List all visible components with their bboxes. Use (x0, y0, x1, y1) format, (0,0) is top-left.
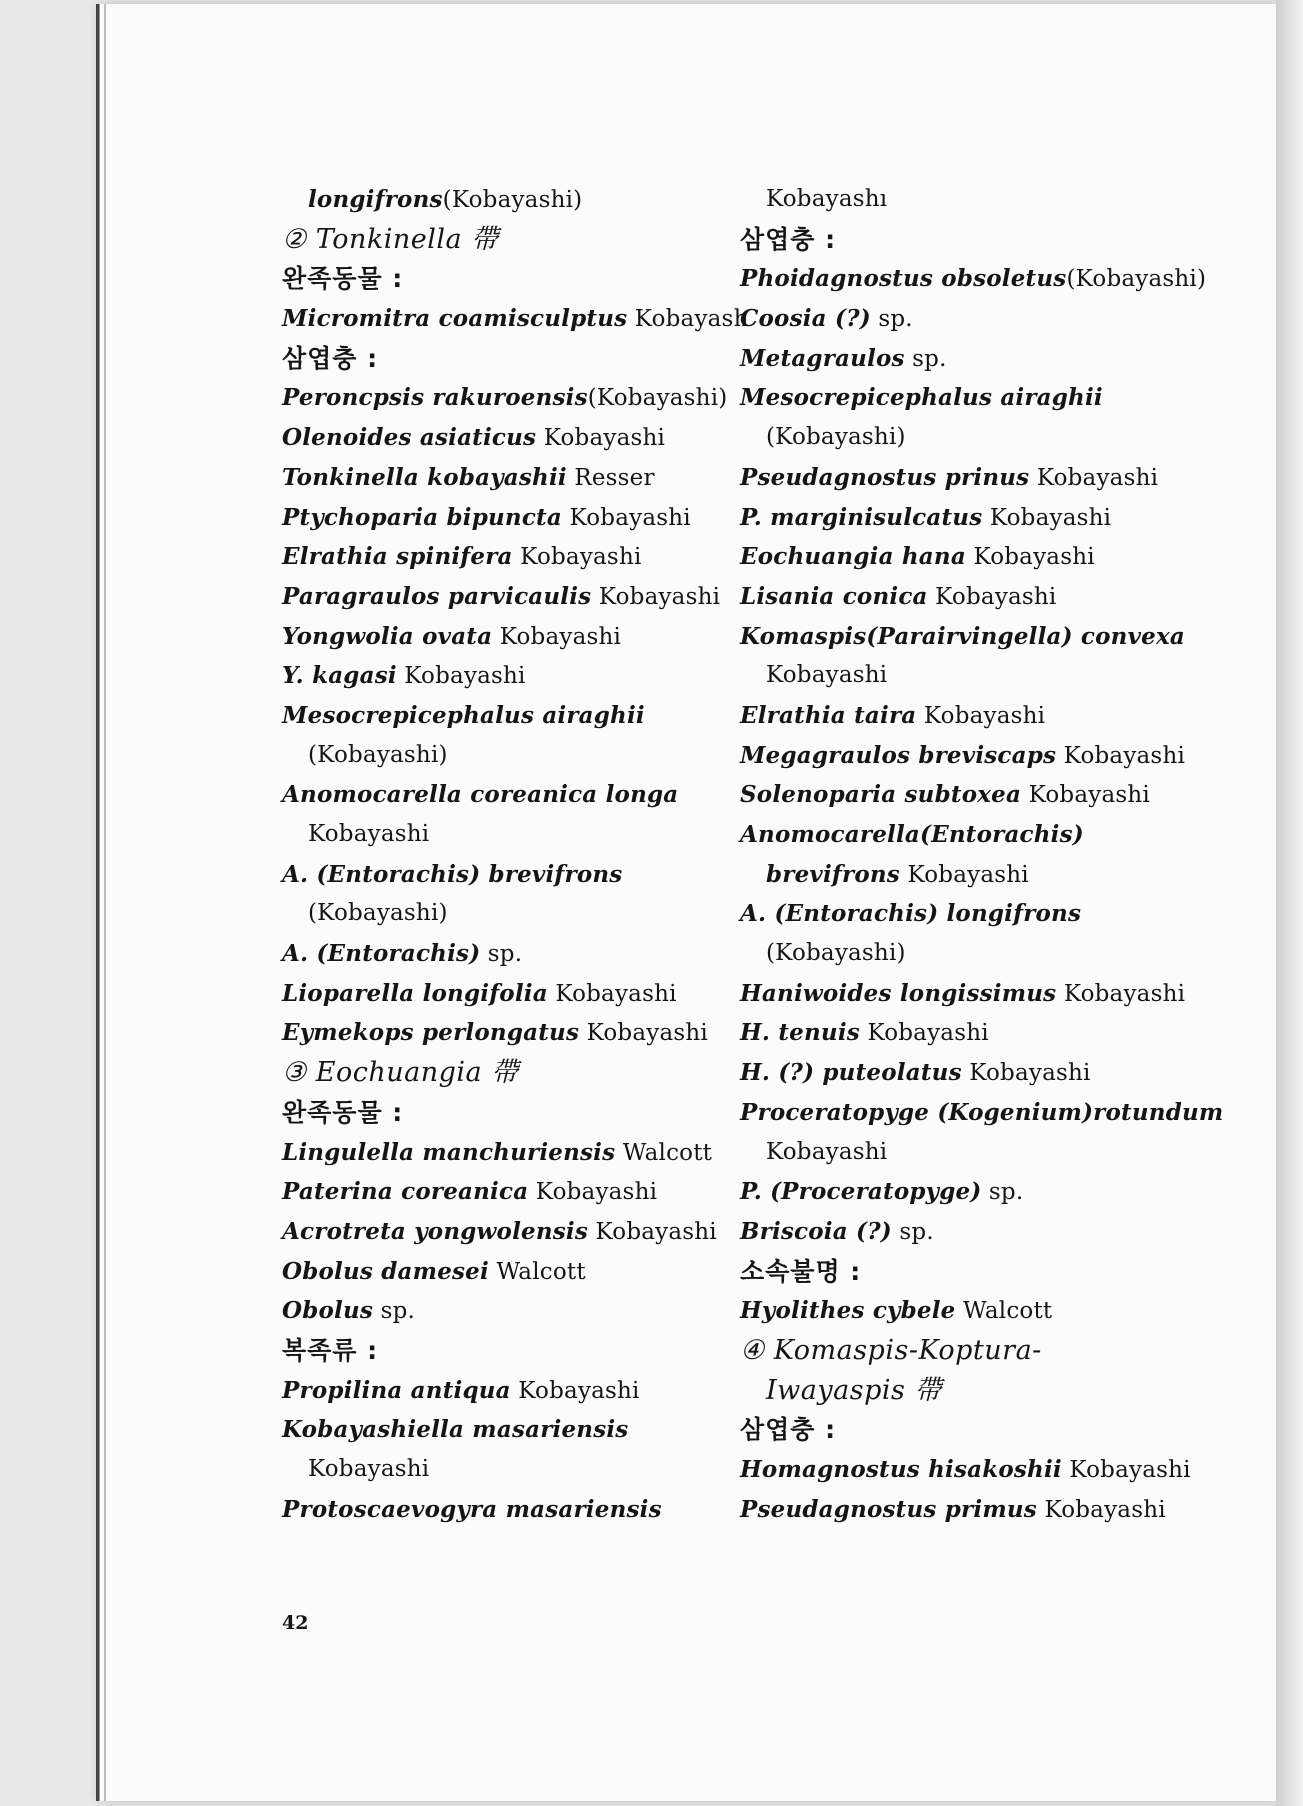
taxon-name: Paterina coreanica (282, 1178, 529, 1206)
taxon-author: Kobayashi (591, 583, 721, 610)
taxon-author: Kobayash (627, 306, 749, 333)
left-column (282, 180, 749, 1529)
zone-heading-text: ④ Komaspis-Koptura- (740, 1334, 1042, 1366)
taxon-name: Elrathia taira (740, 701, 917, 729)
category-heading-text: 삼엽충 : (740, 1415, 837, 1445)
taxon-name: Ptychoparia bipuncta (282, 503, 562, 531)
taxon-author: Kobayashi (1029, 464, 1159, 491)
taxon-name: Mesocrepicephalus airaghii (282, 701, 645, 729)
taxon-author: sp. (480, 941, 523, 968)
taxon-author: (Kobayashi) (1066, 266, 1207, 293)
taxon-author: Walcott (615, 1139, 713, 1166)
taxon-entry (282, 1252, 702, 1292)
taxon-name: Mesocrepicephalus airaghii (740, 384, 1103, 412)
taxon-entry (740, 1212, 1160, 1252)
taxon-author: Kobayashi (308, 821, 430, 847)
taxon-name: Haniwoides longissimus (740, 979, 1057, 1007)
zone-heading-text: Iwayaspis 帶 (766, 1374, 942, 1406)
taxon-name: Olenoides asiaticus (282, 424, 537, 452)
taxon-author: Kobayashi (927, 583, 1057, 610)
taxon-entry (740, 418, 1160, 458)
taxon-entry (740, 577, 1160, 617)
taxon-name: Hyolithes cybele (740, 1297, 956, 1325)
taxon-entry (282, 894, 702, 934)
taxon-author: Kobayashi (1021, 782, 1150, 809)
taxon-name: Eochuangia hana (740, 543, 966, 571)
taxon-entry (740, 180, 1160, 220)
category-heading (282, 1331, 702, 1371)
taxon-entry (282, 1133, 713, 1173)
category-heading (740, 1252, 1160, 1292)
taxon-entry (282, 1291, 702, 1331)
zone-heading-text: ③ Eochuangia 帶 (282, 1057, 519, 1089)
taxon-author: Kobayashı (766, 186, 888, 212)
taxon-entry (740, 974, 1186, 1014)
taxon-entry (282, 537, 702, 577)
taxon-name: Phoidagnostus obsoletus (740, 265, 1067, 293)
taxon-author: Kobayashi (1056, 980, 1186, 1007)
taxon-entry (282, 934, 702, 974)
page-number: 42 (282, 1612, 309, 1634)
taxon-author: (Kobayashi) (587, 385, 728, 412)
taxon-author: Kobayashi (579, 1020, 708, 1047)
taxon-author: Kobayashi (561, 504, 691, 531)
taxon-name: Acrotreta yongwolensis (282, 1217, 588, 1245)
category-heading-text: 완족동물 : (282, 264, 404, 294)
taxon-entry (282, 299, 749, 339)
taxon-name: Lingulella manchuriensis (282, 1138, 616, 1166)
taxon-name: Metagraulos (740, 344, 905, 372)
taxon-name: H. tenuis (740, 1019, 860, 1047)
taxon-author: (Kobayashi) (442, 187, 583, 213)
taxon-author: Kobayashi (961, 1060, 1091, 1087)
taxon-name: Kobayashiella masariensis (282, 1416, 629, 1444)
taxon-author: Kobayashi (1056, 742, 1186, 769)
taxon-entry (740, 537, 1160, 577)
taxon-name: Y. kagasi (282, 662, 397, 690)
taxon-name: Propilina antiqua (282, 1376, 511, 1404)
category-heading-text: 삼엽충 : (740, 224, 837, 254)
category-heading-text: 완족동물 : (282, 1097, 404, 1127)
taxon-name: Lisania conica (740, 582, 928, 610)
taxon-entry (282, 1490, 702, 1530)
taxon-name: Obolus (282, 1297, 374, 1325)
taxon-entry (740, 1291, 1160, 1331)
taxon-entry (282, 974, 702, 1014)
taxon-entry (282, 1450, 702, 1490)
taxon-entry (740, 339, 1160, 379)
taxon-name: Pseudagnostus prinus (740, 463, 1030, 491)
taxon-author: Kobayashi (982, 504, 1112, 531)
taxon-author: Kobayashi (766, 662, 888, 689)
taxon-entry (740, 299, 1160, 339)
taxon-author: sp. (891, 1218, 934, 1245)
category-heading (282, 339, 702, 379)
zone-heading (740, 1331, 1160, 1371)
taxon-entry (282, 1013, 708, 1053)
taxon-author: Kobayashi (916, 702, 1046, 729)
taxon-entry (740, 934, 1160, 974)
taxon-author: Kobayashi (536, 425, 666, 452)
taxon-entry (282, 855, 702, 895)
taxon-author: (Kobayashi) (308, 741, 448, 768)
taxon-author: Kobayashi (899, 861, 1029, 888)
taxon-author: Kobayashi (510, 1377, 640, 1404)
taxon-name: Solenoparia subtoxea (740, 781, 1022, 809)
taxon-entry (740, 1013, 1160, 1053)
taxon-name: A. (Entorachis) (282, 940, 481, 968)
taxon-entry (740, 498, 1160, 538)
taxon-entry (740, 1490, 1166, 1530)
taxon-entry (740, 696, 1160, 736)
taxon-entry (282, 815, 702, 855)
taxon-entry (282, 617, 702, 657)
taxon-author: Kobayashi (1061, 1457, 1191, 1483)
taxon-author: Kobayashi (547, 980, 677, 1007)
taxon-name: H. (?) puteolatus (740, 1059, 962, 1087)
taxon-author: Walcott (488, 1258, 586, 1285)
taxon-entry (740, 736, 1186, 776)
taxon-name: Homagnostus hisakoshii (740, 1456, 1062, 1483)
taxon-author: sp. (981, 1179, 1024, 1206)
taxon-author: Kobayashi (512, 544, 642, 571)
taxon-author: Kobayashi (308, 1456, 430, 1482)
taxon-author: Kobayashi (766, 1138, 888, 1165)
taxon-author: sp. (373, 1298, 416, 1325)
taxon-entry (282, 736, 702, 776)
taxon-entry (282, 378, 728, 418)
taxon-name: Tonkinella kobayashii (282, 463, 567, 491)
taxon-entry (282, 1371, 702, 1411)
taxon-name: Paragraulos parvicaulis (282, 582, 592, 610)
category-heading (740, 1410, 1160, 1450)
page-binding-edge (104, 4, 106, 1801)
taxon-entry (740, 259, 1207, 299)
taxon-name: Micromitra coamisculptus (282, 305, 628, 333)
taxon-entry (740, 1172, 1160, 1212)
category-heading-text: 복족류 : (282, 1335, 379, 1365)
taxon-author: Kobayashi (1036, 1496, 1166, 1523)
taxon-name: Anomocarella(Entorachis) (740, 821, 1084, 848)
taxon-name: longifrons (308, 186, 443, 213)
taxon-name: A. (Entorachis) longifrons (740, 900, 1082, 928)
taxon-entry (282, 696, 702, 736)
taxon-author: Kobayashi (588, 1218, 717, 1245)
right-column (740, 180, 1224, 1529)
taxon-name: Eymekops perlongatus (282, 1019, 580, 1047)
taxon-entry (740, 378, 1160, 418)
taxon-author: Kobayashi (859, 1020, 989, 1047)
taxon-entry (282, 1410, 702, 1450)
zone-heading-text: ② Tonkinella 帶 (282, 223, 499, 255)
taxon-author: Kobayashi (396, 663, 526, 690)
taxon-name: P. marginisulcatus (740, 503, 983, 531)
taxon-name: Yongwolia ovata (282, 622, 493, 650)
taxon-name: A. (Entorachis) brevifrons (282, 860, 623, 888)
taxon-entry (740, 458, 1160, 498)
taxon-entry (282, 1172, 702, 1212)
taxon-entry (740, 1053, 1160, 1093)
taxon-author: Kobayashi (528, 1179, 658, 1206)
taxon-entry (282, 1212, 717, 1252)
taxon-entry (740, 1093, 1224, 1133)
taxon-entry (282, 775, 702, 815)
taxon-name: Pseudagnostus primus (740, 1495, 1037, 1523)
taxon-name: Briscoia (?) (740, 1217, 892, 1245)
taxon-name: Proceratopyge (Kogenium)rotundum (740, 1098, 1224, 1126)
taxon-entry (282, 180, 702, 220)
page-shadow (1276, 0, 1303, 1806)
category-heading-text: 삼엽충 : (282, 343, 379, 373)
taxon-name: Obolus damesei (282, 1257, 489, 1285)
category-heading (740, 220, 1160, 260)
taxon-author: (Kobayashi) (766, 940, 906, 967)
taxon-name: Elrathia spinifera (282, 543, 513, 571)
zone-heading (282, 1053, 702, 1093)
taxon-name: Komaspis(Parairvingella) convexa (740, 622, 1186, 650)
taxon-entry (740, 815, 1160, 855)
taxon-entry (740, 1133, 1160, 1173)
taxon-author: Kobayashi (492, 623, 622, 650)
zone-heading (740, 1371, 1160, 1411)
taxon-name: brevifrons (766, 860, 900, 888)
taxon-author: (Kobayashi) (308, 900, 448, 927)
taxon-author: Walcott (955, 1298, 1053, 1325)
category-heading (282, 259, 702, 299)
taxon-author: Kobayashi (965, 544, 1095, 571)
taxon-entry (740, 1450, 1191, 1490)
taxon-author: sp. (870, 306, 913, 333)
taxon-entry (282, 418, 702, 458)
taxon-name: P. (Proceratopyge) (740, 1178, 982, 1206)
taxon-entry (740, 894, 1160, 934)
taxon-entry (282, 656, 702, 696)
taxon-name: Coosia (?) (740, 305, 871, 333)
taxon-entry (740, 617, 1186, 657)
taxon-entry (282, 458, 702, 498)
zone-heading (282, 220, 702, 260)
taxon-name: Anomocarella coreanica longa (282, 781, 679, 809)
taxon-name: Megagraulos breviscaps (740, 741, 1057, 769)
taxon-entry (282, 577, 721, 617)
category-heading (282, 1093, 702, 1133)
taxon-entry (740, 855, 1160, 895)
taxon-author: sp. (904, 345, 947, 372)
taxon-entry (282, 498, 702, 538)
taxon-entry (740, 656, 1160, 696)
taxon-author: Resser (566, 464, 655, 491)
taxon-name: Peroncpsis rakuroensis (282, 384, 588, 412)
taxon-entry (740, 775, 1160, 815)
taxon-name: Protoscaevogyra masariensis (282, 1495, 662, 1523)
category-heading-text: 소속불명 : (740, 1256, 862, 1286)
taxon-name: Lioparella longifolia (282, 979, 548, 1007)
taxon-author: (Kobayashi) (766, 424, 906, 451)
